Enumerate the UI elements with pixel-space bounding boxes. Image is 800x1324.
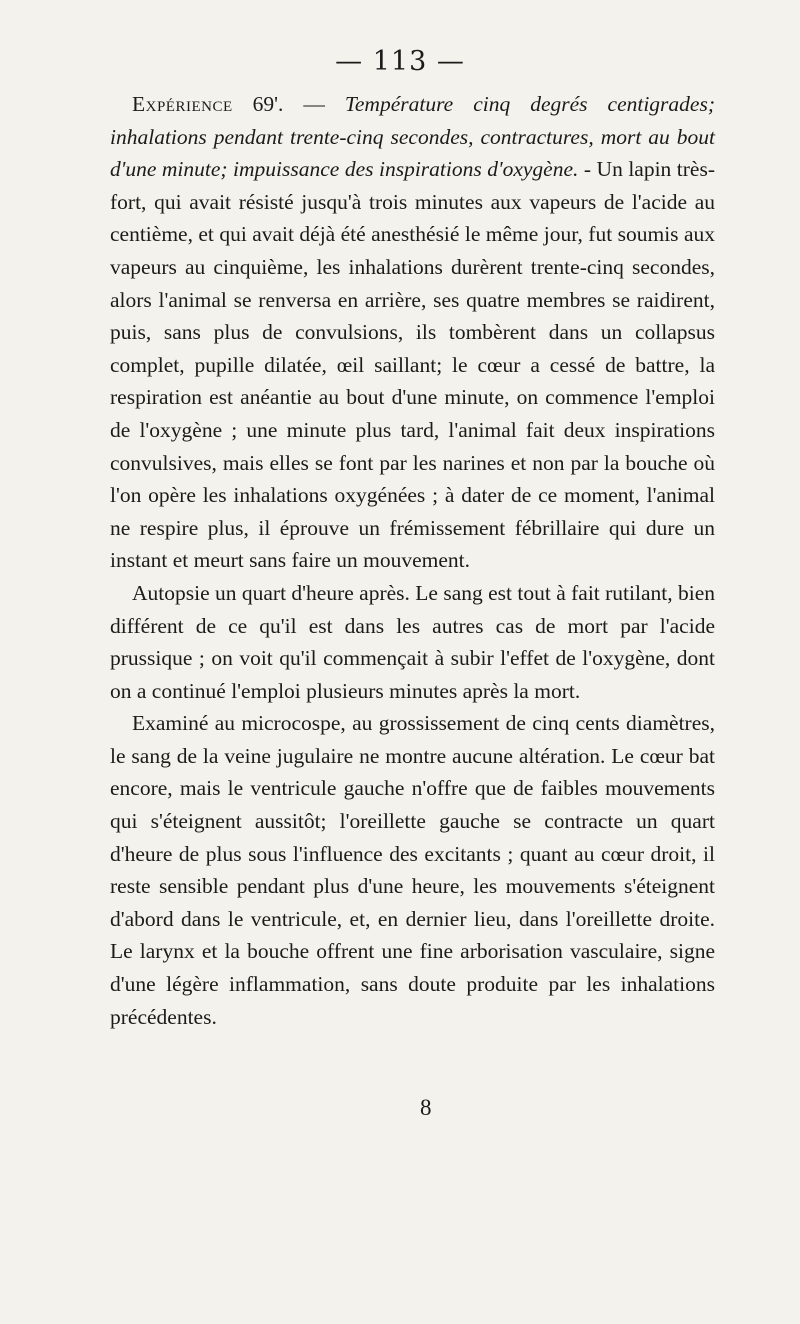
experience-title: Température cinq degrés centigrades; inhalations pendant trente-cinq secondes, contractures, mort au bout d'une minute; impuissance des inspirations d'oxygène. - — [110, 92, 715, 182]
autopsy-paragraph: Autopsie un quart d'heure après. Le sang est tout à fait rutilant, bien différent de ce qu'il est dans les autres cas de mort par l'acide prussique ; on voit qu'il commençait à subir l'effet de l'oxygène, dont on a continué l'emploi plusieurs minutes après la mort. — [110, 580, 716, 703]
microscope-paragraph: Examiné au microcospe, au grossissement de cinq cents diamètres, le sang de la veine jugulaire ne montre aucune altération. Le cœur bat encore, mais le ventricule gauche n'offre que de faibles mouvements qui s'éteignent aussitôt; l'oreillette gauche se contracte un quart d'heure de plus sous l'influence des excitants ; quant au cœur droit, il reste sensible pendant plus d'une heure, les mouvements s'éteignent d'abord dans le ventricule, et, en dernier lieu, dans l'oreillette droite. Le larynx et la bouche offrent une fine arborisation vasculaire, signe d'une légère inflammation, sans doute produite par les inhalations précédentes. — [110, 711, 715, 1029]
body-text — [110, 88, 715, 1033]
experience-paragraph — [110, 88, 715, 577]
page-number: — 113 — — [335, 46, 465, 77]
experience-body: Un lapin très-fort, qui avait résisté jusqu'à trois minutes aux vapeurs de l'acide au centième, et qui avait déjà été anesthésié le même jour, fut soumis aux vapeurs au cinquième, les inhalations durèrent trente-cinq secondes, alors l'animal se renversa en arrière, ses quatre membres se raidirent, puis, sans plus de convulsions, ils tombèrent dans un collapsus complet, pupille dilatée, œil saillant; le cœur a cessé de battre, la respiration est anéantie au bout d'une minute, on commence l'emploi de l'oxygène ; une minute plus tard, l'animal fait deux inspirations convulsives, mais elles se font par les narines et non par la bouche où l'on opère les inhalations oxygénées ; à dater de ce moment, l'animal ne respire plus, il éprouve un frémissement fébrillaire qui dure un instant et meurt sans faire un mouvement. — [110, 157, 716, 573]
experience-label: Expérience — [132, 92, 233, 116]
experience-number: 69'. — — [252, 92, 325, 116]
signature-mark: 8 — [420, 1095, 432, 1120]
